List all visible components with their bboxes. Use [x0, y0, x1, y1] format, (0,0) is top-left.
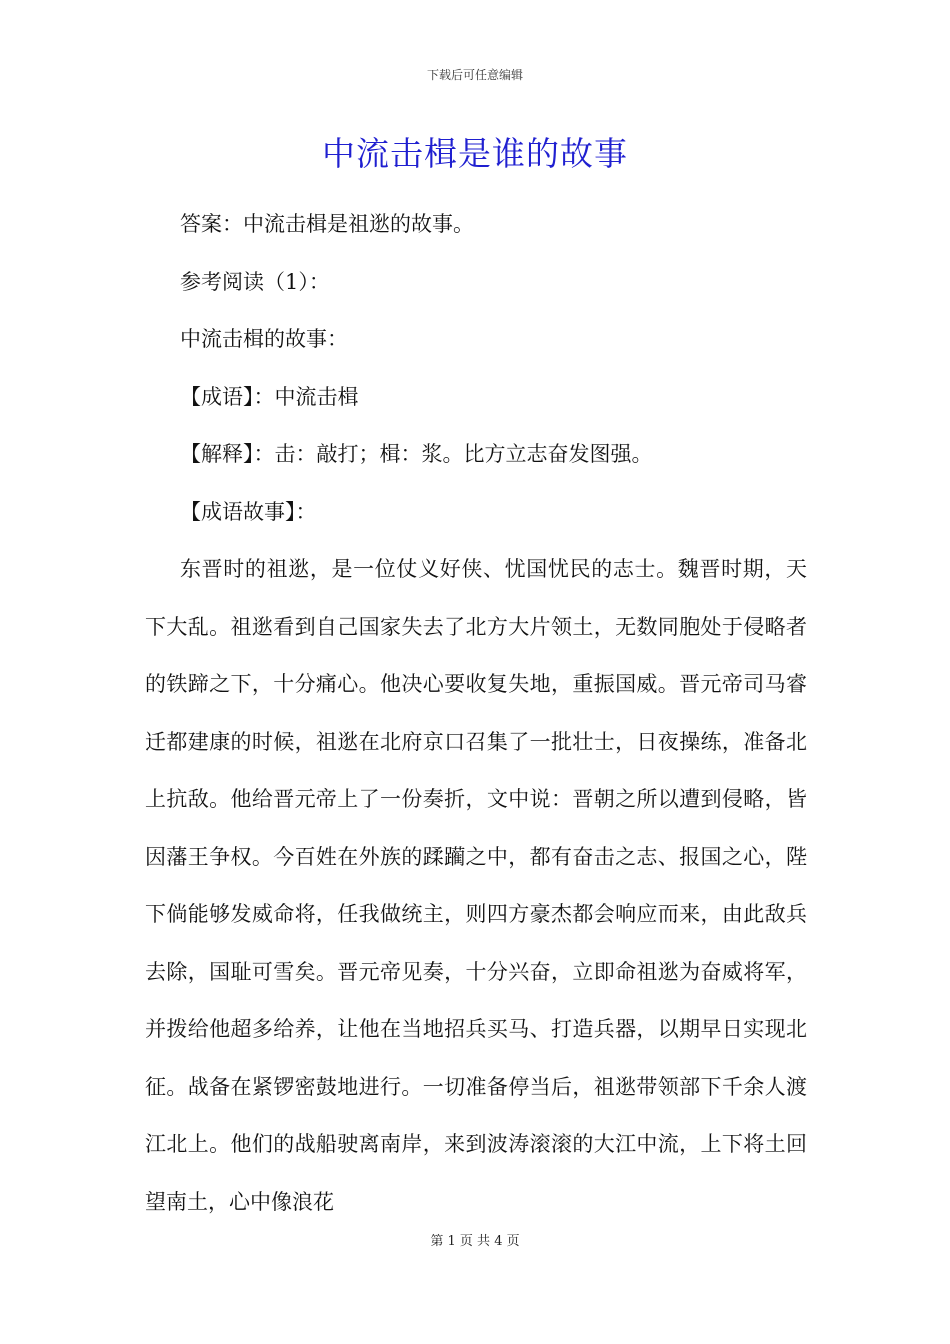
idiom-story-heading: 【成语故事】：: [180, 499, 317, 524]
idiom-line: 【成语】：中流击楫: [180, 384, 359, 409]
document-content: [145, 196, 807, 1231]
story-heading: 中流击楫的故事：: [180, 327, 348, 351]
reference-heading: 参考阅读（1）：: [180, 269, 330, 294]
answer-paragraph: 答案：中流击楫是祖逖的故事。: [180, 212, 474, 236]
page-number-footer: 第 1 页 共 4 页: [430, 1234, 520, 1249]
explanation-line: 【解释】：击：敲打；楫：浆。比方立志奋发图强。: [180, 442, 653, 466]
document-title: 中流击楫是谁的故事: [322, 134, 628, 173]
header-note: 下载后可任意编辑: [426, 68, 523, 82]
story-body: 东晋时的祖逖，是一位仗义好侠、忧国忧民的志士。魏晋时期，天下大乱。祖逖看到自己国家失去了北方大片领土，无数同胞处于侵略者的铁蹄之下，十分痛心。他决心要收复失地，重振国威。晋元帝司马睿迁都建康的时候，祖逖在北府京口召集了一批壮士，日夜操练，准备北上抗敌。他给晋元帝上了一份奏折，文中说：晋朝之所以遭到侵略，皆因藩王争权。今百姓在外族的蹂躏之中，都有奋击之志、报国之心，陛下倘能够发威命将，任我做统主，则四方豪杰都会响应而来，由此敌兵去除，国耻可雪矣。晋元帝见奏，十分兴奋，立即命祖逖为奋威将军，并拨给他超多给养，让他在当地招兵买马、打造兵器，以期早日实现北征。战备在紧锣密鼓地进行。一切准备停当后，祖逖带领部下千余人渡江北上。他们的战船驶离南岸，来到波涛滚滚的大江中流，上下将土回望南土，心中像浪花: [145, 557, 807, 1214]
